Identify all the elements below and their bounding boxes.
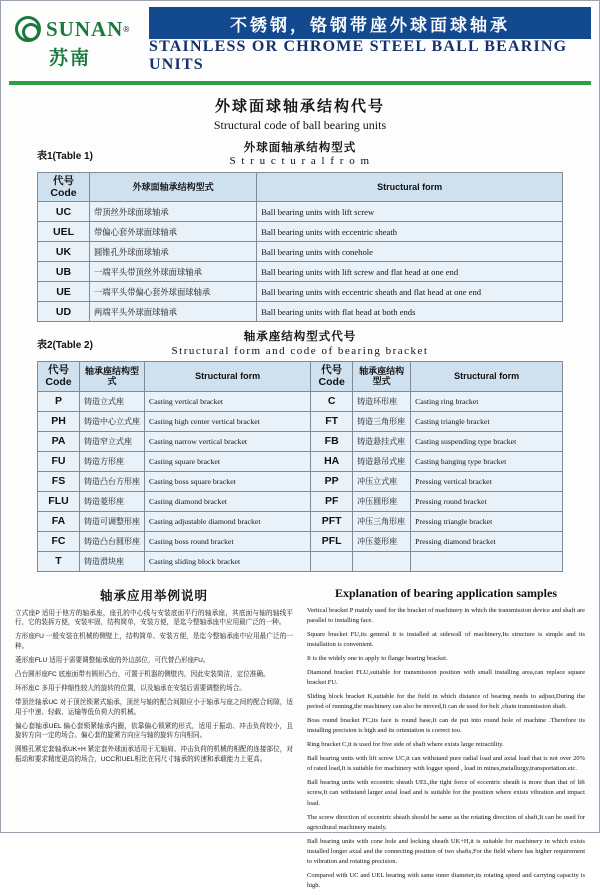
table2-header-code-en-right: Code (315, 376, 348, 388)
explanation-en-title: Explanation of bearing application samples (307, 586, 585, 601)
table1-code: UD (38, 302, 90, 322)
explanation-cn-paragraph: 圆锥孔紧定套轴承UK+H 紧定套外球面承适用于无轴肩、冲击负荷的机械的相配的连接部位，对振动和要求精度更高的场合，UCC和UEL相比在同尺寸轴承的转速和承载能力上更高。 (15, 745, 293, 765)
table2-en-right: Casting ring bracket (411, 391, 563, 411)
table2-cn-right: 冲压圆形座 (353, 491, 411, 511)
table-row (38, 411, 563, 431)
table-row (38, 431, 563, 451)
table1-cn: 带顶丝外球面球轴承 (90, 202, 257, 222)
table2-cn-right: 铸造环形座 (353, 391, 411, 411)
table1-caption-en: S t r u c t u r a l f r o m (115, 155, 485, 169)
table2 (37, 361, 563, 571)
explanation-en-paragraph: Ball bearing units with eccentric sheath UEL,the tight force of eccentric sheath is more than that of lift screw,It can withstand larger axial load and is suitable for the position where exists vibration and impact load. (307, 778, 585, 808)
table2-en-left: Casting narrow vertical bracket (145, 431, 311, 451)
table2-caption-cn: 轴承座结构型式代号 (115, 330, 485, 344)
table2-cn-left: 铸造可调整形座 (80, 511, 145, 531)
table2-code-right-empty (311, 551, 353, 571)
table-row (38, 511, 563, 531)
table-row (38, 242, 563, 262)
table1-header-row (38, 173, 563, 202)
header-divider (9, 81, 591, 85)
explanation-section (15, 586, 585, 895)
table-row (38, 222, 563, 242)
table2-header-en-left: Structural form (145, 362, 311, 391)
table2-en-right: Pressing vertical bracket (411, 471, 563, 491)
table2-code-left: FC (38, 531, 80, 551)
company-logo (9, 7, 149, 79)
table1-header-code (38, 173, 90, 202)
table2-caption-en: Structural form and code of bearing bracket (115, 345, 485, 359)
table1-cn: 两端平头外球面球轴承 (90, 302, 257, 322)
table2-en-left: Casting boss square bracket (145, 471, 311, 491)
table2-cn-left: 铸造凸台圆形座 (80, 531, 145, 551)
table1-header-en: Structural form (257, 173, 563, 202)
table2-cn-left: 铸造凸台方形座 (80, 471, 145, 491)
explanation-en-paragraph: Vertical bracket P mainly used for the bracket of machinery in which the transmission device and shaft are parallel to installing face. (307, 606, 585, 626)
page-header (1, 1, 599, 79)
table2-cn-right: 冲压菱形座 (353, 531, 411, 551)
table2-header-code-right (311, 362, 353, 391)
explanation-en-paragraph: Compared with UC and UEL bearing with same inner diameter,its rotating speed and carrying capacity is high. (307, 871, 585, 891)
table2-code-right: PF (311, 491, 353, 511)
table2-code-left: FLU (38, 491, 80, 511)
table2-cn-right: 铸造悬吊式座 (353, 451, 411, 471)
table2-cn-right: 冲压立式座 (353, 471, 411, 491)
table-row (38, 551, 563, 571)
table2-en-right: Casting hanging type bracket (411, 451, 563, 471)
table2-en-right: Pressing triangle bracket (411, 511, 563, 531)
table-row (38, 531, 563, 551)
explanation-en-paragraph: Ring bracket C,it is used for five side of shaft where exists large retractility. (307, 740, 585, 750)
explanation-en-paragraph: The screw direction of eccentric sheath should be same as the rotating direction of shaft,It can be used for agricultural machinery mainly. (307, 813, 585, 833)
explanation-cn-paragraph: 菱形座FLU 适用于需要调整轴承座的外边部位，可代替凸形座FU。 (15, 656, 293, 666)
table1-en: Ball bearing units with flat head at both ends (257, 302, 563, 322)
table2-header-en-right: Structural form (411, 362, 563, 391)
table2-en-left: Casting high center vertical bracket (145, 411, 311, 431)
explanation-cn-paragraph: 凸台圆形座FC 底座面带有圆形凸台，可置于机器的侧壁内，因此安装简洁，定位准确。 (15, 670, 293, 680)
table2-code-left: FU (38, 451, 80, 471)
table2-label: 表2(Table 2) (37, 330, 115, 351)
table2-en-right: Casting suspending type bracket (411, 431, 563, 451)
table2-en-left: Casting adjustable diamond bracket (145, 511, 311, 531)
table1-code: UC (38, 202, 90, 222)
table2-caption (37, 330, 563, 358)
explanation-en-paragraph: Sliding block bracket K,suitable for the field in which distance of bearing needs to adjust,During the period of running,the machinery can also be moved,It can de used for belt ,chain transmission shaft. (307, 692, 585, 712)
table1-en: Ball bearing units with conehole (257, 242, 563, 262)
table1-cn: 带偏心套外球面球轴承 (90, 222, 257, 242)
explanation-cn-column (15, 586, 293, 895)
table2-en-left: Casting diamond bracket (145, 491, 311, 511)
table1-label: 表1(Table 1) (37, 141, 115, 162)
table2-code-right: PFL (311, 531, 353, 551)
table2-code-right: FT (311, 411, 353, 431)
table2-header-cn-left: 轴承座结构型式 (80, 362, 145, 391)
explanation-en-paragraph: Ball bearing units with lift screw UC,it can withstand pure radial load and axial load that is not over 20% of rated load,It is suitable for machinery with logger speed , load in mines,metallurgy,transportation.etc. (307, 754, 585, 774)
table2-header-code-cn-left: 代号 (42, 364, 75, 376)
table2-code-left: T (38, 551, 80, 571)
explanation-cn-paragraph: 带顶丝轴承UC 对于顶丝锁紧式轴承，顶丝与轴的配合间隙应小于轴承与座之间的配合间隙，适用于中速、轻载、运输等低负荷大的机械。 (15, 698, 293, 718)
table2-code-left: PA (38, 431, 80, 451)
table2-en-left: Casting sliding block bracket (145, 551, 311, 571)
explanation-en-paragraph: Diamond bracket FLU,suitable for transmission position with small installing area,can replace square bracket FU. (307, 668, 585, 688)
table2-code-left: FS (38, 471, 80, 491)
table1-code: UK (38, 242, 90, 262)
table1-code: UE (38, 282, 90, 302)
table2-code-right: PFT (311, 511, 353, 531)
table2-cn-left: 铸造中心立式座 (80, 411, 145, 431)
explanation-en-paragraph: It is the widely one to apply to flange bearing bracket. (307, 654, 585, 664)
table1-caption-cn: 外球面轴承结构型式 (115, 141, 485, 155)
table-row (38, 262, 563, 282)
table1-en: Ball bearing units with eccentric sheath and flat head at one end (257, 282, 563, 302)
explanation-cn-paragraph: 偏心套轴承UEL 偏心套锁紧轴承内圈，依靠偏心锁紧的形式，适用于振动、冲击负荷较小，且旋转方向一定的场合。偏心套的旋紧方向应与轴的旋转方向相同。 (15, 722, 293, 742)
table1-code: UB (38, 262, 90, 282)
explanation-en-column (307, 586, 585, 895)
table-row (38, 302, 563, 322)
table1-en: Ball bearing units with lift screw and flat head at one end (257, 262, 563, 282)
table2-cn-right: 铸造悬挂式座 (353, 431, 411, 451)
table-row (38, 202, 563, 222)
table2-header-code-left (38, 362, 80, 391)
table-row (38, 491, 563, 511)
table1-header-code-cn: 代号 (42, 175, 85, 187)
table2-en-right: Pressing round bracket (411, 491, 563, 511)
table1 (37, 172, 563, 322)
table1-en: Ball bearing units with lift screw (257, 202, 563, 222)
table1-header-cn: 外球面轴承结构型式 (90, 173, 257, 202)
table2-code-left: PH (38, 411, 80, 431)
explanation-cn-paragraph: 环形座C 多用于伸缩性较大的旋转的位置，以及轴承在安装后需要调整的场合。 (15, 684, 293, 694)
bearing-ring-icon (15, 16, 41, 42)
table2-cn-left: 铸造菱形座 (80, 491, 145, 511)
explanation-en-paragraph: Ball bearing units with cone hole and locking sheath UK+H,it is suitable for machinery in which exists installed longer axial and the connecting position of two shafts,For the field where has higher requirement to vibration and rotating precision. (307, 837, 585, 867)
table2-en-right-empty (411, 551, 563, 571)
table2-code-right: FB (311, 431, 353, 451)
table2-cn-left: 铸造滑块座 (80, 551, 145, 571)
table2-caption-spacer (485, 330, 563, 336)
table1-caption (37, 141, 563, 169)
table-row (38, 451, 563, 471)
explanation-en-paragraph: Square bracket FU,its general it is installed at sidewall of machinery,Its structure is simple and its installation is convenient. (307, 630, 585, 650)
table2-header-row (38, 362, 563, 391)
table1-cn: 圆锥孔外球面球轴承 (90, 242, 257, 262)
table1-caption-spacer (485, 141, 563, 147)
table2-code-right: C (311, 391, 353, 411)
table1-en: Ball bearing units with eccentric sheath (257, 222, 563, 242)
table-row (38, 391, 563, 411)
table2-block (37, 330, 563, 571)
explanation-cn-paragraph: 方形座FU 一般安装在机械的侧壁上，结构简单、安装方便，是迄今整轴承座中应用最广泛的一种。 (15, 632, 293, 652)
logo-chinese-name: 苏南 (49, 43, 149, 70)
explanation-cn-title: 轴承应用举例说明 (15, 586, 293, 604)
table2-cn-left: 铸造立式座 (80, 391, 145, 411)
table2-code-right: HA (311, 451, 353, 471)
explanation-en-paragraph: Boss round bracket FC,its face is round base,It can de put into round hole of machine .Therefore its installing precision is high and its orientation is correct too. (307, 716, 585, 736)
table2-en-right: Pressing diamond bracket (411, 531, 563, 551)
table2-cn-left: 铸造窄立式座 (80, 431, 145, 451)
table2-header-cn-right: 轴承座结构型式 (353, 362, 411, 391)
page-title-en: STAINLESS OR CHROME STEEL BALL BEARING UNITS (149, 39, 591, 73)
section-title-en: Structural code of ball bearing units (1, 118, 599, 133)
table2-cn-right-empty (353, 551, 411, 571)
table2-cn-right: 冲压三角形座 (353, 511, 411, 531)
table2-header-code-en-left: Code (42, 376, 75, 388)
page-title-cn: 不锈钢，铬钢带座外球面球轴承 (149, 7, 591, 39)
table1-block (37, 141, 563, 322)
table1-cn: 一端平头带顶丝外球面球轴承 (90, 262, 257, 282)
table2-header-code-cn-right: 代号 (315, 364, 348, 376)
table2-cn-left: 铸造方形座 (80, 451, 145, 471)
table2-cn-right: 铸造三角形座 (353, 411, 411, 431)
table2-en-left: Casting boss round bracket (145, 531, 311, 551)
table-row (38, 282, 563, 302)
logo-wordmark: SUNAN (46, 17, 123, 42)
registered-trademark-icon: ® (123, 25, 129, 34)
section-title-cn: 外球面球轴承结构代号 (1, 95, 599, 116)
table1-code: UEL (38, 222, 90, 242)
table-row (38, 471, 563, 491)
table2-code-left: FA (38, 511, 80, 531)
table1-header-code-en: Code (42, 187, 85, 199)
table2-en-right: Casting triangle bracket (411, 411, 563, 431)
table2-en-left: Casting square bracket (145, 451, 311, 471)
section-title (1, 95, 599, 133)
table2-code-left: P (38, 391, 80, 411)
explanation-cn-paragraph: 立式座P 适用于他方的轴承座，座孔的中心线与安装底面平行的轴承座，其底面与轴的轴线平行，它的装拆方便，安装牢固，结构简单，安装方便，是迄今整轴承座中应用最广泛的一种。 (15, 609, 293, 629)
table1-cn: 一端平头带偏心套外球面球轴承 (90, 282, 257, 302)
table2-en-left: Casting vertical bracket (145, 391, 311, 411)
table2-code-right: PP (311, 471, 353, 491)
